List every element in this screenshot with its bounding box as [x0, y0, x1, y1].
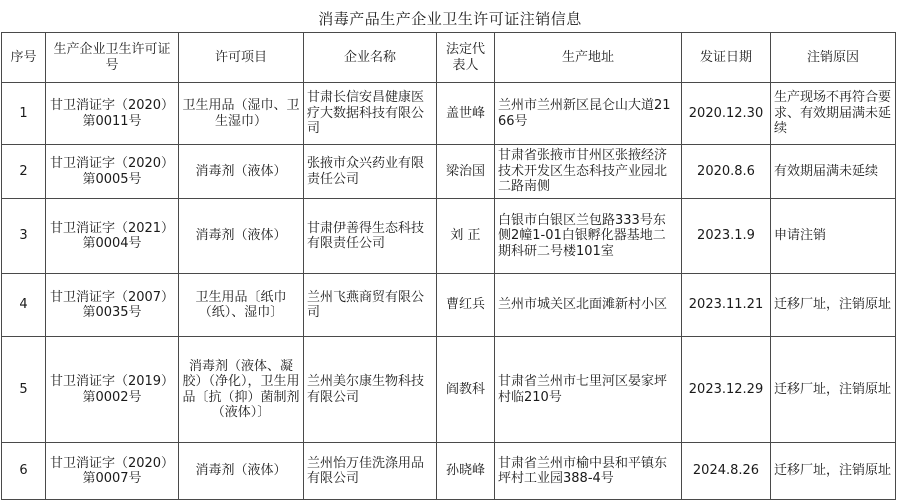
table-row [2, 274, 896, 337]
license-table [1, 32, 896, 500]
cell-company: 甘肃长信安昌健康医疗大数据科技有限公司 [304, 83, 437, 145]
cell-no: 2 [2, 145, 46, 199]
cell-rep: 曹红兵 [437, 274, 495, 337]
cell-date: 2023.1.9 [682, 199, 771, 274]
cell-item: 消毒剂（液体） [179, 443, 304, 500]
table-row [2, 145, 896, 199]
col-header-item: 许可项目 [179, 33, 304, 83]
col-header-address: 生产地址 [495, 33, 682, 83]
cell-rep: 刘 正 [437, 199, 495, 274]
cell-item: 卫生用品（湿巾、卫生湿巾） [179, 83, 304, 145]
cell-no: 6 [2, 443, 46, 500]
cell-rep: 梁治国 [437, 145, 495, 199]
cell-address: 甘肃省张掖市甘州区张掖经济技术开发区生态科技产业园北二路南侧 [495, 145, 682, 199]
cell-address: 甘肃省兰州市七里河区晏家坪村临210号 [495, 337, 682, 443]
cell-date: 2023.11.21 [682, 274, 771, 337]
table-row [2, 83, 896, 145]
cell-company: 兰州怡万佳洗涤用品有限公司 [304, 443, 437, 500]
cell-reason: 生产现场不再符合要求、有效期届满未延续 [771, 83, 896, 145]
cell-license: 甘卫消证字（2019）第0002号 [46, 337, 179, 443]
cell-company: 甘肃伊善得生态科技有限责任公司 [304, 199, 437, 274]
cell-company: 张掖市众兴药业有限责任公司 [304, 145, 437, 199]
cell-no: 1 [2, 83, 46, 145]
cell-item: 消毒剂（液体、凝胶）（净化），卫生用品〔抗（抑）菌制剂（液体）〕 [179, 337, 304, 443]
cell-date: 2024.8.26 [682, 443, 771, 500]
col-header-reason: 注销原因 [771, 33, 896, 83]
cell-address: 兰州市兰州新区昆仑山大道2166号 [495, 83, 682, 145]
cell-reason: 迁移厂址，注销原址 [771, 443, 896, 500]
cell-address: 兰州市城关区北面滩新村小区 [495, 274, 682, 337]
cell-reason: 有效期届满未延续 [771, 145, 896, 199]
cell-no: 4 [2, 274, 46, 337]
cell-rep: 盖世峰 [437, 83, 495, 145]
cell-item: 卫生用品〔纸巾（纸）、湿巾〕 [179, 274, 304, 337]
cell-address: 甘肃省兰州市榆中县和平镇东坪村工业园388-4号 [495, 443, 682, 500]
table-row [2, 443, 896, 500]
cell-company: 兰州飞燕商贸有限公司 [304, 274, 437, 337]
cell-license: 甘卫消证字（2020）第0005号 [46, 145, 179, 199]
cell-no: 3 [2, 199, 46, 274]
table-header-row [2, 33, 896, 83]
cell-license: 甘卫消证字（2020）第0011号 [46, 83, 179, 145]
cell-no: 5 [2, 337, 46, 443]
col-header-company: 企业名称 [304, 33, 437, 83]
col-header-license: 生产企业卫生许可证号 [46, 33, 179, 83]
cell-date: 2023.12.29 [682, 337, 771, 443]
cell-date: 2020.12.30 [682, 83, 771, 145]
col-header-date: 发证日期 [682, 33, 771, 83]
cell-rep: 孙晓峰 [437, 443, 495, 500]
cell-license: 甘卫消证字（2007）第0035号 [46, 274, 179, 337]
cell-item: 消毒剂（液体） [179, 145, 304, 199]
cell-reason: 申请注销 [771, 199, 896, 274]
cell-company: 兰州美尔康生物科技有限公司 [304, 337, 437, 443]
cell-address: 白银市白银区兰包路333号东侧2幢1-01白银孵化器基地二期科研二号楼101室 [495, 199, 682, 274]
cell-date: 2020.8.6 [682, 145, 771, 199]
cell-license: 甘卫消证字（2021）第0004号 [46, 199, 179, 274]
cell-license: 甘卫消证字（2020）第0007号 [46, 443, 179, 500]
cell-reason: 迁移厂址，注销原址 [771, 337, 896, 443]
cell-rep: 阎教科 [437, 337, 495, 443]
page-title: 消毒产品生产企业卫生许可证注销信息 [318, 10, 582, 28]
col-header-no: 序号 [2, 33, 46, 83]
cell-item: 消毒剂（液体） [179, 199, 304, 274]
table-row [2, 337, 896, 443]
col-header-rep: 法定代表人 [437, 33, 495, 83]
cell-reason: 迁移厂址，注销原址 [771, 274, 896, 337]
table-row [2, 199, 896, 274]
